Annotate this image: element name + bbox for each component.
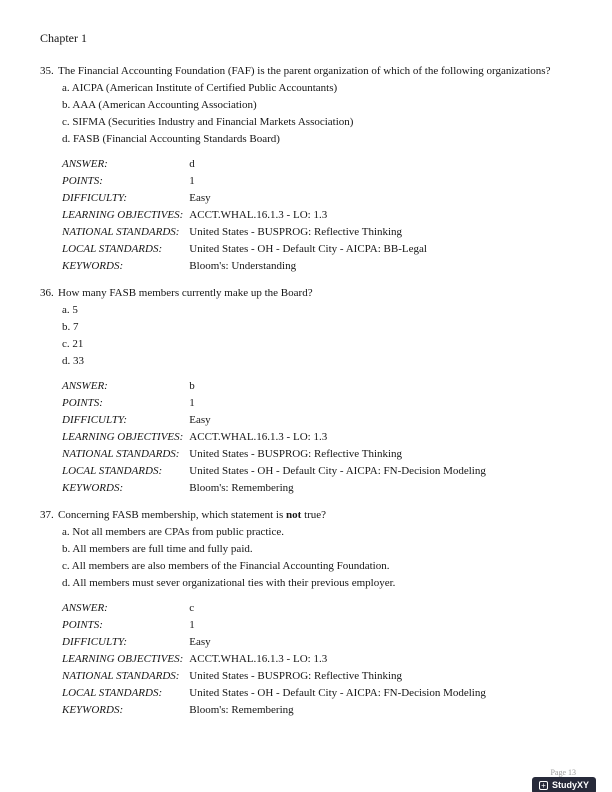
answer-option-b: b. AAA (American Accounting Association) — [62, 99, 257, 111]
metadata-row — [62, 463, 486, 480]
answer-option-d: d. 33 — [62, 355, 84, 367]
question-heading — [40, 507, 576, 524]
metadata-value: United States - BUSPROG: Reflective Thinking — [189, 448, 403, 460]
metadata-label: ANSWER: — [62, 380, 108, 392]
chapter-title: Chapter 1 — [40, 31, 87, 45]
metadata-value: Bloom's: Remembering — [189, 482, 294, 494]
question-36 — [40, 285, 576, 497]
metadata-value: United States - OH - Default City - AICPA: BB-Legal — [189, 243, 427, 255]
question-35 — [40, 63, 576, 275]
page-number: Page 13 — [550, 768, 576, 777]
metadata-value: b — [189, 380, 195, 392]
question-37 — [40, 507, 576, 719]
question-text-before: The Financial Accounting Foundation (FAF) is the parent organization of which of the following organizations? — [58, 65, 551, 77]
answer-options — [62, 80, 576, 148]
metadata-value: United States - BUSPROG: Reflective Thinking — [189, 670, 403, 682]
metadata-value: United States - OH - Default City - AICPA: FN-Decision Modeling — [189, 465, 486, 477]
metadata-value: ACCT.WHAL.16.1.3 - LO: 1.3 — [189, 653, 328, 665]
answer-option-c: c. 21 — [62, 338, 84, 350]
metadata-label: NATIONAL STANDARDS: — [62, 226, 180, 238]
question-text-before: How many FASB members currently make up the Board? — [58, 287, 313, 299]
metadata-value: ACCT.WHAL.16.1.3 - LO: 1.3 — [189, 431, 328, 443]
answer-option-a: a. AICPA (American Institute of Certified Public Accountants) — [62, 82, 338, 94]
metadata-label: LEARNING OBJECTIVES: — [62, 653, 184, 665]
metadata-row — [62, 224, 427, 241]
answer-options — [62, 302, 576, 370]
studyxy-logo-text: StudyXY — [551, 780, 589, 790]
answer-option-d: d. FASB (Financial Accounting Standards Board) — [62, 133, 280, 145]
metadata-label: DIFFICULTY: — [62, 636, 128, 648]
metadata-label: KEYWORDS: — [62, 704, 124, 716]
answer-option-b: b. 7 — [62, 321, 79, 333]
metadata-row — [62, 258, 427, 275]
metadata-row — [62, 480, 486, 497]
metadata-row — [62, 241, 427, 258]
metadata-label: ANSWER: — [62, 602, 108, 614]
metadata-row — [62, 651, 486, 668]
metadata-row — [62, 446, 486, 463]
answer-option-c: c. SIFMA (Securities Industry and Financial Markets Association) — [62, 116, 354, 128]
metadata-value: Easy — [189, 192, 211, 204]
question-text-after: true? — [301, 509, 327, 521]
metadata-label: LOCAL STANDARDS: — [62, 243, 163, 255]
question-heading — [40, 285, 576, 302]
metadata-label: LEARNING OBJECTIVES: — [62, 209, 184, 221]
metadata-row — [62, 617, 486, 634]
metadata-value: Easy — [189, 414, 211, 426]
answer-option-a: a. Not all members are CPAs from public practice. — [62, 526, 284, 538]
metadata-value: 1 — [189, 619, 195, 631]
metadata-row — [62, 378, 486, 395]
question-text-before: Concerning FASB membership, which statement is — [58, 509, 287, 521]
metadata-label: POINTS: — [62, 619, 103, 631]
metadata-value: Bloom's: Remembering — [189, 704, 294, 716]
metadata-row — [62, 702, 486, 719]
metadata-row — [62, 412, 486, 429]
metadata-label: POINTS: — [62, 175, 103, 187]
metadata-row — [62, 429, 486, 446]
metadata-row — [62, 600, 486, 617]
studyxy-badge[interactable] — [532, 777, 596, 792]
metadata-label: DIFFICULTY: — [62, 192, 128, 204]
question-metadata — [62, 156, 427, 275]
metadata-row — [62, 668, 486, 685]
metadata-value: ACCT.WHAL.16.1.3 - LO: 1.3 — [189, 209, 328, 221]
metadata-row — [62, 190, 427, 207]
metadata-value: 1 — [189, 397, 195, 409]
metadata-value: United States - BUSPROG: Reflective Thinking — [189, 226, 403, 238]
answer-option-b: b. All members are full time and fully paid. — [62, 543, 253, 555]
metadata-label: NATIONAL STANDARDS: — [62, 670, 180, 682]
question-number: 37. — [40, 509, 54, 521]
question-metadata — [62, 600, 486, 719]
question-metadata — [62, 378, 486, 497]
metadata-label: NATIONAL STANDARDS: — [62, 448, 180, 460]
metadata-label: LOCAL STANDARDS: — [62, 687, 163, 699]
metadata-label: KEYWORDS: — [62, 260, 124, 272]
metadata-row — [62, 395, 486, 412]
answer-option-a: a. 5 — [62, 304, 78, 316]
metadata-row — [62, 207, 427, 224]
question-text-bold: not — [286, 509, 302, 521]
answer-option-d: d. All members must sever organizational ties with their previous employer. — [62, 577, 396, 589]
question-text — [58, 285, 576, 302]
metadata-label: ANSWER: — [62, 158, 108, 170]
plus-icon: + — [539, 781, 548, 790]
metadata-value: d — [189, 158, 195, 170]
metadata-row — [62, 156, 427, 173]
metadata-row — [62, 173, 427, 190]
question-number: 36. — [40, 287, 54, 299]
metadata-row — [62, 634, 486, 651]
metadata-label: LOCAL STANDARDS: — [62, 465, 163, 477]
question-number: 35. — [40, 65, 54, 77]
metadata-value: 1 — [189, 175, 195, 187]
answer-options — [62, 524, 576, 592]
metadata-row — [62, 685, 486, 702]
metadata-value: Bloom's: Understanding — [189, 260, 297, 272]
metadata-label: LEARNING OBJECTIVES: — [62, 431, 184, 443]
metadata-value: Easy — [189, 636, 211, 648]
metadata-label: DIFFICULTY: — [62, 414, 128, 426]
question-text — [58, 507, 576, 524]
metadata-label: KEYWORDS: — [62, 482, 124, 494]
metadata-label: POINTS: — [62, 397, 103, 409]
metadata-value: c — [189, 602, 195, 614]
question-heading — [40, 63, 576, 80]
question-text — [58, 63, 576, 80]
metadata-value: United States - OH - Default City - AICPA: FN-Decision Modeling — [189, 687, 486, 699]
answer-option-c: c. All members are also members of the Financial Accounting Foundation. — [62, 560, 390, 572]
